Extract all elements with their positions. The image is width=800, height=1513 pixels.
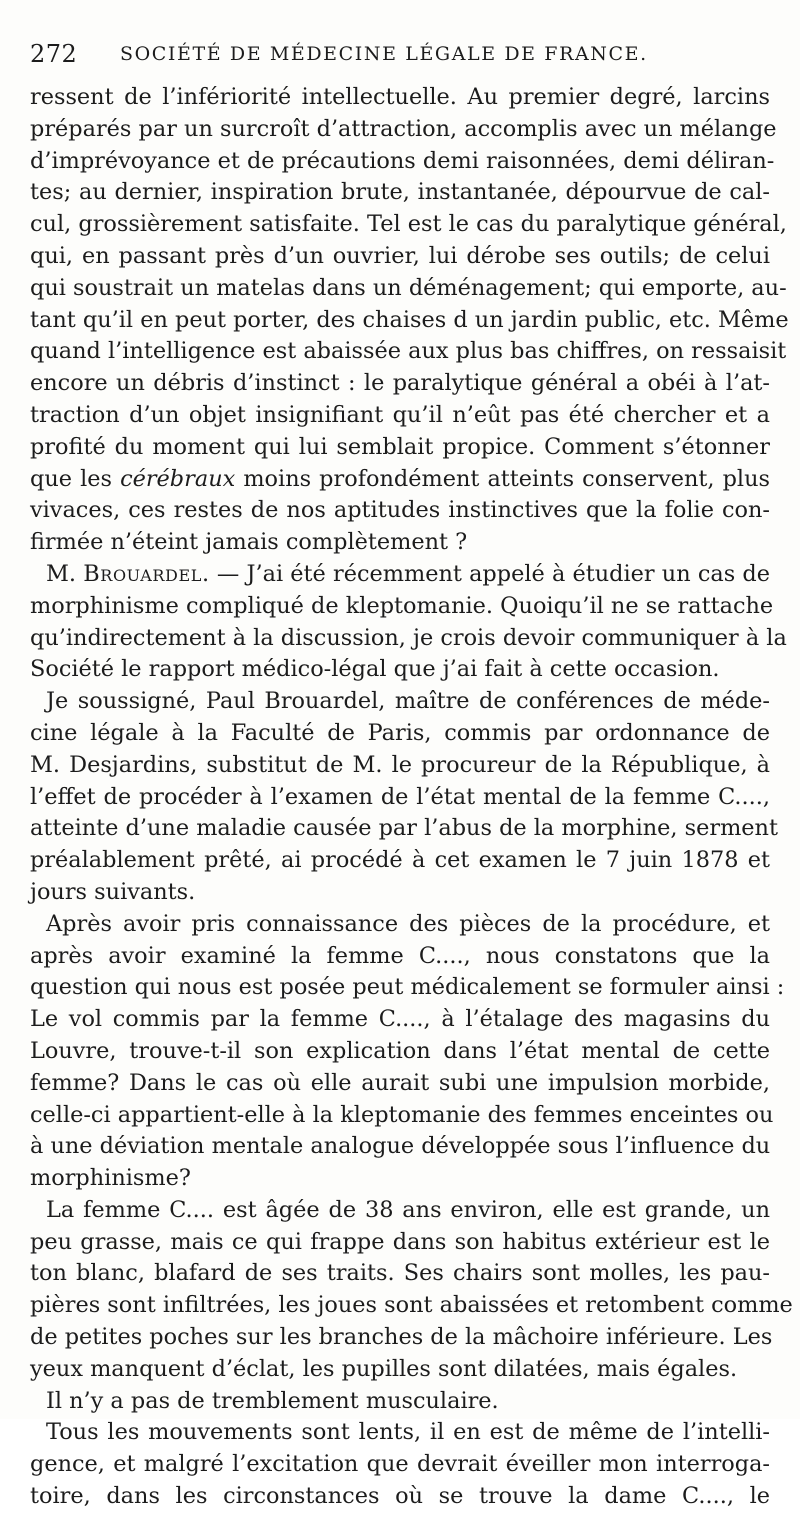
text-line: Après avoir pris connaissance des pièces de la procédure, et bbox=[46, 910, 770, 937]
text-line: morphinisme compliqué de kleptomanie. Quoiqu’il ne se rattache bbox=[30, 592, 774, 619]
text-line: jours suivants. bbox=[30, 878, 196, 905]
text-line: Je soussigné, Paul Brouardel, maître de conférences de méde- bbox=[46, 688, 770, 715]
text-line: après avoir examiné la femme C...., nous constatons que la bbox=[30, 942, 770, 969]
text-line: Il n’y a pas de tremblement musculaire. bbox=[46, 1387, 499, 1414]
text-line: l’effet de procéder à l’examen de l’état mental de la femme C...., bbox=[30, 783, 770, 810]
text-line: peu grasse, mais ce qui frappe dans son habitus extérieur est le bbox=[30, 1228, 770, 1255]
text-line-mixed bbox=[30, 464, 770, 496]
page-header bbox=[30, 40, 770, 76]
text-line: tant qu’il en peut porter, des chaises d un jardin public, etc. Même bbox=[30, 306, 789, 333]
text-line: encore un débris d’instinct : le paralytique général a obéi à l’at- bbox=[30, 370, 770, 397]
text-line-mixed bbox=[30, 559, 770, 591]
text-line: pières sont infiltrées, les joues sont abaissées et retombent comme bbox=[30, 1292, 793, 1319]
text-line: ton blanc, blafard de ses traits. Ses chairs sont molles, les pau- bbox=[30, 1260, 770, 1287]
text-line: à une déviation mentale analogue développée sous l’influence du bbox=[30, 1133, 771, 1160]
text-line: atteinte d’une maladie causée par l’abus de la morphine, serment bbox=[30, 815, 778, 842]
text-line: profité du moment qui lui semblait propice. Comment s’étonner bbox=[30, 433, 770, 460]
text-line: préalablement prêté, ai procédé à cet examen le 7 juin 1878 et bbox=[30, 847, 770, 874]
text-line: tes; au dernier, inspiration brute, instantanée, dépourvue de cal- bbox=[30, 179, 770, 206]
text-segment: que les bbox=[30, 465, 112, 492]
text-line: La femme C.... est âgée de 38 ans environ, elle est grande, un bbox=[46, 1196, 770, 1223]
text-line: Louvre, trouve-t-il son explication dans l’état mental de cette bbox=[30, 1037, 770, 1064]
text-line: ressent de l’infériorité intellectuelle. Au premier degré, larcins bbox=[30, 84, 770, 110]
text-line: traction d’un objet insignifiant qu’il n’eût pas été chercher et a bbox=[30, 401, 770, 428]
text-line: qu’indirectement à la discussion, je crois devoir communiquer à la bbox=[30, 624, 787, 651]
text-line: toire, dans les circonstances où se trouve la dame C...., le bbox=[30, 1483, 770, 1510]
italic-term: cérébraux bbox=[120, 465, 236, 492]
text-line: gence, et malgré l’excitation que devrait éveiller mon interroga- bbox=[30, 1451, 770, 1478]
running-title: SOCIÉTÉ DE MÉDECINE LÉGALE DE FRANCE. bbox=[120, 43, 648, 65]
text-line: vivaces, ces restes de nos aptitudes instinctives que la folie con- bbox=[30, 497, 770, 524]
text-line: d’imprévoyance et de précautions demi raisonnées, demi déliran- bbox=[30, 147, 775, 174]
speaker-name: Brouardel. bbox=[83, 560, 210, 587]
text-line: question qui nous est posée peut médicalement se formuler ainsi : bbox=[30, 974, 785, 1001]
text-line: femme? Dans le cas où elle aurait subi une impulsion morbide, bbox=[30, 1069, 770, 1096]
text-line: yeux manquent d’éclat, les pupilles sont dilatées, mais égales. bbox=[30, 1355, 738, 1382]
text-line: morphinisme? bbox=[30, 1165, 191, 1192]
page-number: 272 bbox=[30, 40, 78, 68]
text-segment: — J’ai été récemment appelé à étudier un cas de bbox=[216, 560, 770, 587]
text-line: cul, grossièrement satisfaite. Tel est le cas du paralytique général, bbox=[30, 211, 787, 238]
text-line: M. Desjardins, substitut de M. le procureur de la République, à bbox=[30, 751, 770, 778]
text-segment: moins profondément atteints conservent, plus bbox=[243, 465, 770, 492]
text-line: qui, en passant près d’un ouvrier, lui dérobe ses outils; de celui bbox=[30, 242, 770, 269]
text-line: firmée n’éteint jamais complètement ? bbox=[30, 529, 468, 556]
text-line: quand l’intelligence est abaissée aux plus bas chiffres, on ressaisit bbox=[30, 338, 787, 365]
text-line: qui soustrait un matelas dans un déménagement; qui emporte, au- bbox=[30, 274, 787, 301]
text-line: de petites poches sur les branches de la mâchoire inférieure. Les bbox=[30, 1324, 773, 1351]
text-line: cine légale à la Faculté de Paris, commis par ordonnance de bbox=[30, 719, 770, 746]
text-line: préparés par un surcroît d’attraction, accomplis avec un mélange bbox=[30, 115, 777, 142]
text-line: celle-ci appartient-elle à la kleptomanie des femmes enceintes ou bbox=[30, 1101, 774, 1128]
text-line: Tous les mouvements sont lents, il en est de même de l’intelli- bbox=[46, 1419, 770, 1446]
text-line: Le vol commis par la femme C...., à l’étalage des magasins du bbox=[30, 1006, 770, 1033]
text-line: Société le rapport médico-légal que j’ai fait à cette occasion. bbox=[30, 656, 720, 683]
speaker-prefix: M. bbox=[46, 560, 77, 587]
body-text bbox=[30, 82, 793, 1510]
